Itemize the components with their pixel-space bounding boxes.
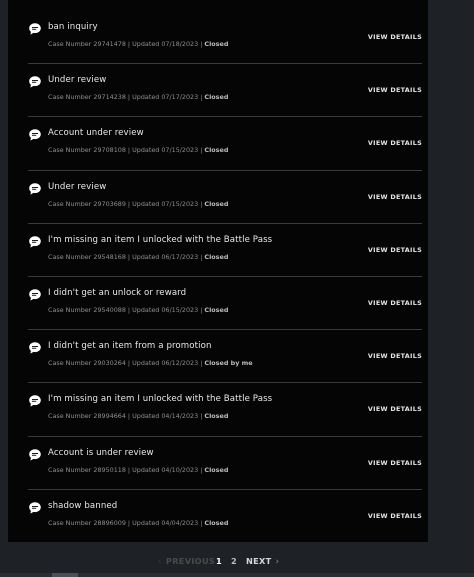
case-number-date: Case Number 28950118 | Updated 04/10/2023 | [48,465,205,474]
view-details-link[interactable]: VIEW DETAILS [367,458,422,467]
view-details-link[interactable]: VIEW DETAILS [367,86,422,95]
case-row [28,277,422,330]
case-title: I'm missing an item I unlocked with the Battle Pass [48,394,273,405]
chat-bubble-icon [28,288,42,302]
case-status: Closed [204,305,229,314]
case-row [28,64,422,117]
chat-bubble-icon [28,128,42,142]
case-title: I didn't get an item from a promotion [48,341,212,352]
case-meta [48,412,228,420]
case-status: Closed by me [204,359,253,368]
case-row [28,224,422,277]
view-details-link[interactable]: VIEW DETAILS [367,298,422,307]
case-meta [48,253,228,261]
chat-bubble-icon [28,448,42,462]
view-details-link[interactable]: VIEW DETAILS [367,192,422,201]
case-number-date: Case Number 28896009 | Updated 04/04/2023 | [48,518,205,527]
view-details-link[interactable]: VIEW DETAILS [367,139,422,148]
case-row [28,437,422,490]
case-title: ban inquiry [48,22,98,32]
horizontal-scrollbar[interactable] [0,573,474,577]
case-status: Closed [204,518,229,527]
case-list [28,11,422,543]
case-number-date: Case Number 29030264 | Updated 06/12/2023 | [48,359,205,368]
chat-bubble-icon [28,501,42,515]
case-status: Closed [204,93,229,102]
case-meta [48,200,228,208]
page-1-button[interactable]: 1 [216,556,222,566]
next-page-button[interactable] [246,556,279,567]
support-cases-panel [8,0,428,542]
next-label: NEXT [246,556,272,566]
case-meta [48,306,228,314]
case-title: shadow banned [48,500,118,511]
case-row [28,171,422,224]
chat-bubble-icon [28,22,42,36]
case-meta [48,466,228,474]
case-status: Closed [204,40,229,48]
pagination [0,556,474,570]
chat-bubble-icon [28,182,42,196]
view-details-link[interactable]: VIEW DETAILS [367,352,422,361]
page-2-button[interactable]: 2 [231,556,237,566]
view-details-link[interactable]: VIEW DETAILS [367,405,422,414]
case-status: Closed [204,199,229,208]
case-meta [48,93,228,101]
case-title: Account under review [48,128,144,139]
case-title: I'm missing an item I unlocked with the Battle Pass [48,234,273,245]
case-row [28,117,422,170]
chat-bubble-icon [28,75,42,89]
previous-label: PREVIOUS [165,556,216,566]
view-details-link[interactable]: VIEW DETAILS [367,245,422,254]
case-row [28,490,422,543]
case-title: Under review [48,181,107,192]
view-details-link[interactable]: VIEW DETAILS [367,33,422,41]
case-title: I didn't get an unlock or reward [48,287,187,298]
case-number-date: Case Number 29703689 | Updated 07/15/2023 | [48,199,205,208]
case-status: Closed [204,146,229,155]
case-meta [48,519,228,527]
case-status: Closed [204,252,229,261]
case-number-date: Case Number 29708108 | Updated 07/15/2023 | [48,146,205,155]
scrollbar-thumb[interactable] [52,573,78,577]
chat-bubble-icon [28,235,42,249]
case-title: Account is under review [48,447,154,458]
chat-bubble-icon [28,341,42,355]
chevron-left-icon: ‹ [158,557,162,567]
case-meta [48,146,228,154]
case-number-date: Case Number 29540088 | Updated 06/15/2023 | [48,305,205,314]
case-meta [48,359,253,367]
case-number-date: Case Number 29548168 | Updated 06/17/2023 | [48,252,205,261]
previous-page-button[interactable] [158,556,215,567]
chevron-right-icon: › [275,557,280,567]
view-details-link[interactable]: VIEW DETAILS [367,511,422,520]
case-meta [48,40,228,48]
case-number-date: Case Number 29714238 | Updated 07/17/2023 | [48,93,205,102]
case-row [28,383,422,436]
case-number-date: Case Number 28994664 | Updated 04/14/2023 | [48,412,205,421]
case-status: Closed [204,412,229,421]
case-title: Under review [48,75,107,86]
case-row [28,330,422,383]
case-number-date: Case Number 29741478 | Updated 07/18/2023 | [48,40,205,48]
case-status: Closed [204,465,229,474]
case-row [28,11,422,64]
chat-bubble-icon [28,394,42,408]
